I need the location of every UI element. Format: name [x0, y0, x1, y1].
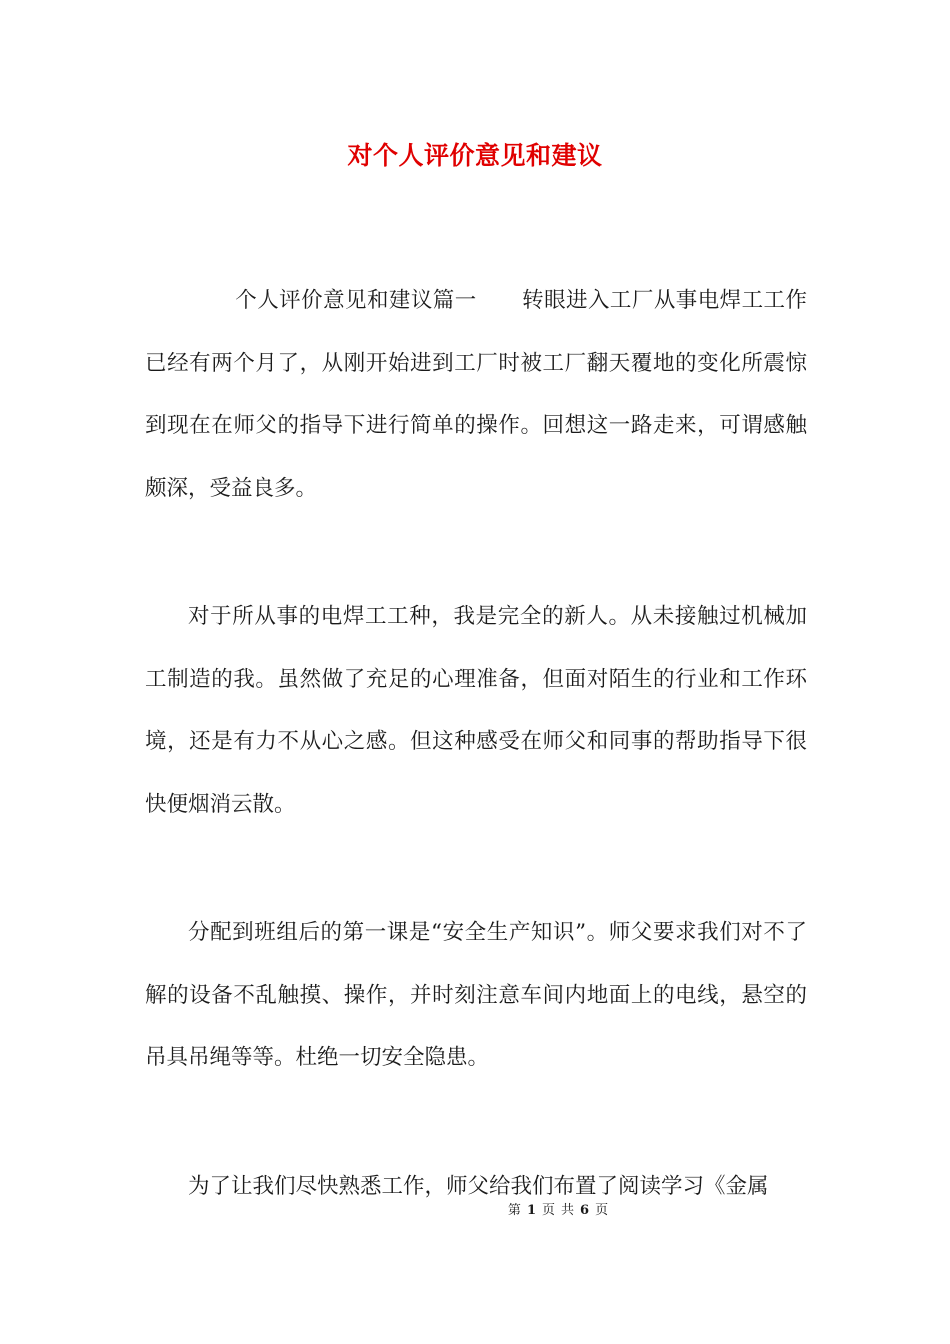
paragraph-spacer — [145, 520, 807, 586]
paragraph-2: 对于所从事的电焊工工种，我是完全的新人。从未接触过机械加工制造的我。虽然做了充足的心理准备，但面对陌生的行业和工作环境，还是有力不从心之感。但这种感受在师父和同事的帮助指导下很快便烟消云散。 — [145, 604, 807, 817]
document-body — [145, 270, 807, 1218]
paragraph-spacer — [145, 1090, 807, 1156]
footer-page-current: 1 — [526, 1203, 536, 1218]
paragraph-1-lead: 个人评价意见和建议篇一 — [235, 288, 477, 313]
paragraph-spacer — [145, 836, 807, 902]
footer-label-pre: 第 — [507, 1203, 521, 1218]
footer-label-mid1: 页 — [541, 1203, 555, 1218]
page-footer — [0, 1201, 950, 1221]
footer-label-post: 页 — [595, 1203, 609, 1218]
footer-label-mid2: 共 — [561, 1203, 575, 1218]
paragraph-3: 分配到班组后的第一课是“安全生产知识”。师父要求我们对不了解的设备不乱触摸、操作，并时刻注意车间内地面上的电线，悬空的吊具吊绳等等。杜绝一切安全隐患。 — [145, 920, 807, 1070]
footer-page-total: 6 — [580, 1203, 590, 1218]
paragraph-4: 为了让我们尽快熟悉工作，师父给我们布置了阅读学习《金属 — [188, 1173, 769, 1199]
paragraph-1 — [145, 270, 807, 520]
document-title: 对个人评价意见和建议 — [347, 141, 603, 170]
paragraph-1-text: 转眼进入工厂从事电焊工工作已经有两个月了，从刚开始进到工厂时被工厂翻天覆地的变化所震惊到现在在师父的指导下进行简单的操作。回想这一路走来，可谓感触颇深，受益良多。 — [145, 288, 807, 501]
